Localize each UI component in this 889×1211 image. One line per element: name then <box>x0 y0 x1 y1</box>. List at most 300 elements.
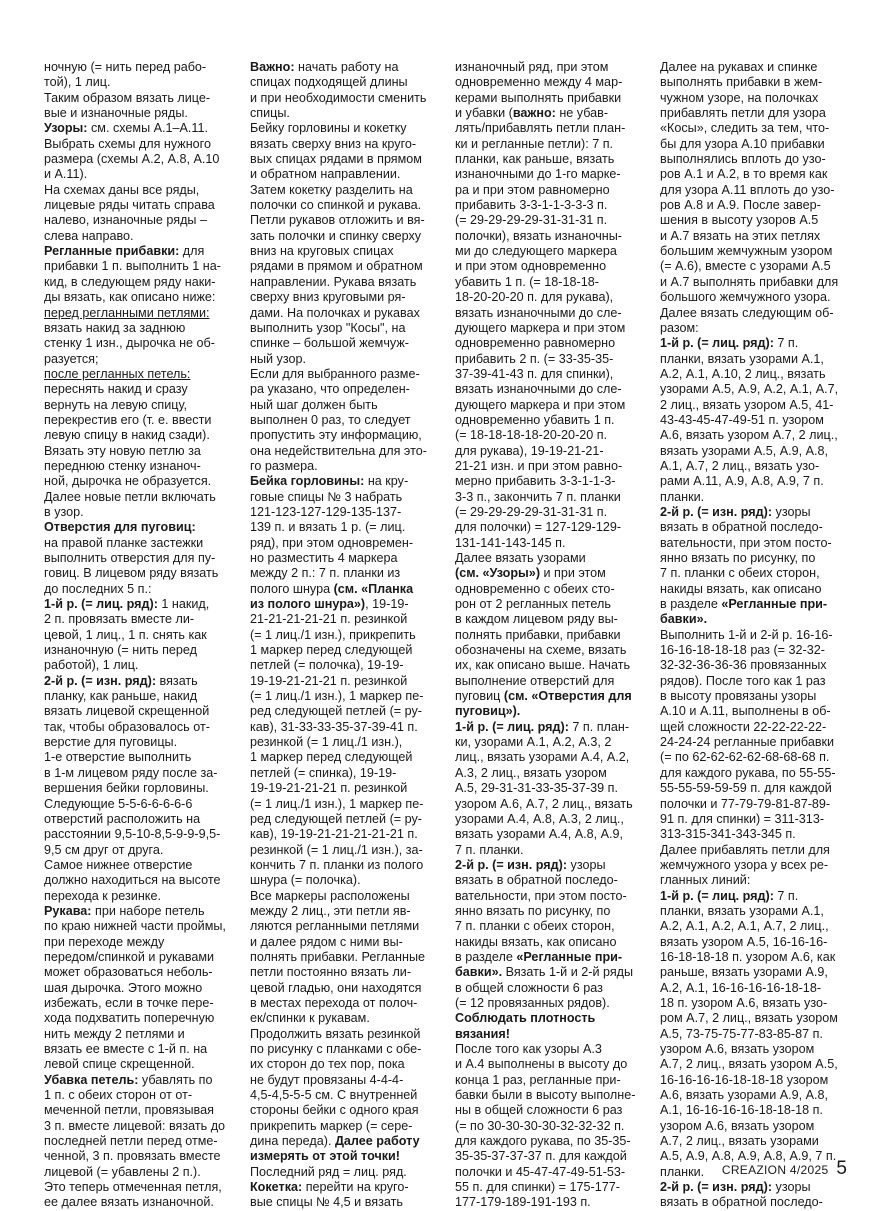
text-run: 7 п. планки с обеих сторон, <box>660 566 820 581</box>
text-line <box>455 505 645 520</box>
magazine-issue: CREAZION 4/2025 <box>721 1163 829 1177</box>
text-run: обозначены на схеме, вязать <box>455 643 627 658</box>
text-line <box>660 950 850 965</box>
text-line <box>250 904 440 919</box>
text-run: цевой гладью, они находятся <box>250 980 422 995</box>
text-line <box>44 1057 230 1072</box>
text-run: выполнить узор "Косы", на <box>250 320 406 335</box>
text-run: (= 1 лиц./1 изн.), прикрепить <box>250 627 416 642</box>
text-line <box>250 75 440 90</box>
text-run: дующего маркера и при этом <box>455 320 626 335</box>
text-run: полнять прибавки, прибавки <box>455 627 621 642</box>
text-line <box>250 520 440 535</box>
bold-text: 2-й р. (= изн. ряд): <box>44 673 157 688</box>
text-run: ки и регланные петли): 7 п. <box>455 136 614 151</box>
text-line <box>44 367 230 382</box>
text-run: А.1, А.7, 2 лиц., вязать узо- <box>660 458 820 473</box>
text-line <box>250 121 440 136</box>
text-run: полого шнура <box>250 581 334 596</box>
text-line <box>250 1180 440 1195</box>
text-run: 55 п. для спинки) = 175-177- <box>455 1180 620 1195</box>
text-line <box>660 198 850 213</box>
text-run: в узор. <box>44 504 84 519</box>
text-run: последней петли перед отме- <box>44 1134 218 1149</box>
text-line <box>44 106 230 121</box>
text-line <box>250 290 440 305</box>
text-run: в разделе <box>455 949 517 964</box>
text-run: 16-16-18-18-18 раз (= 32-32- <box>660 643 825 658</box>
text-run: вниз на круговых спицах <box>250 244 394 259</box>
text-run: жемчужного узора у всех ре- <box>660 857 829 872</box>
text-line <box>250 244 440 259</box>
bold-text: Соблюдать плотность <box>455 1011 596 1026</box>
text-line <box>455 597 645 612</box>
text-line <box>250 1011 440 1026</box>
text-line <box>44 474 230 489</box>
text-run: вязать лицевой скрещенной <box>44 704 210 719</box>
text-run: в 1-м лицевом ряду после за- <box>44 765 218 780</box>
text-line <box>455 827 645 842</box>
text-run: слева направо. <box>44 228 134 243</box>
text-run: петлей (= спинка), 19-19- <box>250 765 397 780</box>
text-line <box>660 597 850 612</box>
text-run: по краю нижней части проймы, <box>44 919 226 934</box>
underlined-text: после регланных петель: <box>44 366 191 381</box>
text-line <box>660 398 850 413</box>
text-run: пуговиц <box>455 689 504 704</box>
text-line <box>44 60 230 75</box>
text-line <box>455 259 645 274</box>
text-line <box>455 1042 645 1057</box>
text-line <box>250 551 440 566</box>
text-run: кончить 7 п. планки из полого <box>250 857 424 872</box>
text-line <box>660 1195 850 1210</box>
text-run: А.5, 29-31-31-33-35-37-39 п. <box>455 781 618 796</box>
text-line <box>660 858 850 873</box>
text-line <box>455 1180 645 1195</box>
text-line <box>455 352 645 367</box>
text-line <box>660 367 850 382</box>
text-run: ред следующей петлей (= ру- <box>250 704 422 719</box>
text-run: разом: <box>660 320 699 335</box>
text-run: 7 п. планки с обеих сторон, <box>455 919 615 934</box>
text-run: прибавить 3-3-1-1-3-3-3 п. <box>455 198 608 213</box>
text-line <box>660 1057 850 1072</box>
text-line <box>660 290 850 305</box>
text-line <box>660 183 850 198</box>
text-line <box>44 229 230 244</box>
text-line <box>250 1165 440 1180</box>
text-line <box>250 1073 440 1088</box>
bold-text: (см. «Узоры») <box>455 566 541 581</box>
text-run: Последний ряд = лиц. ряд. <box>250 1164 407 1179</box>
text-line <box>44 75 230 90</box>
text-run: 19-19-21-21-21 п. резинкой <box>250 673 408 688</box>
text-line <box>44 873 230 888</box>
text-run: и А.7 вязать на этих петлях <box>660 228 821 243</box>
text-run: Выполнить 1-й и 2-й р. 16-16- <box>660 627 833 642</box>
text-run: мерно прибавить 3-3-1-1-3- <box>455 474 616 489</box>
text-run: и А.11). <box>44 167 88 182</box>
text-run: полочки и 45-47-47-49-51-53- <box>455 1164 626 1179</box>
text-run: А.7, 2 лиц., вязать узором А.5, <box>660 1057 838 1072</box>
text-run: ный шаг должен быть <box>250 397 378 412</box>
text-line <box>660 766 850 781</box>
text-run: 4,5-4,5-5-5 см. С внутренней <box>250 1088 418 1103</box>
text-line <box>660 244 850 259</box>
bold-text: Рукава: <box>44 903 92 918</box>
text-line <box>44 275 230 290</box>
text-line <box>660 996 850 1011</box>
text-run: ра указано, что определен- <box>250 382 410 397</box>
text-line <box>455 183 645 198</box>
text-line <box>455 60 645 75</box>
text-run: при переходе между <box>44 934 165 949</box>
text-run: 7 п. <box>773 888 799 903</box>
text-line <box>44 213 230 228</box>
text-line <box>660 1134 850 1149</box>
text-line <box>455 981 645 996</box>
text-run: Бейку горловины и кокетку <box>250 121 407 136</box>
text-line <box>44 582 230 597</box>
text-run: переснять накид и сразу <box>44 382 188 397</box>
text-run: говиц. В лицевом ряду вязать <box>44 566 219 581</box>
text-run: переднюю стенку изнаноч- <box>44 458 201 473</box>
text-run: изнаночный ряд, при этом <box>455 60 609 74</box>
bold-text: пуговиц»). <box>455 704 521 719</box>
text-line <box>250 566 440 581</box>
text-line <box>455 566 645 581</box>
text-line <box>250 352 440 367</box>
bold-text: Важно: <box>250 60 295 74</box>
text-line <box>250 965 440 980</box>
text-run: шая дырочка. Этого можно <box>44 980 203 995</box>
text-line <box>250 704 440 719</box>
text-line <box>44 167 230 182</box>
text-line <box>250 996 440 1011</box>
text-line <box>455 766 645 781</box>
text-line <box>44 1073 230 1088</box>
text-run: отверстий расположить на <box>44 811 201 826</box>
text-run: узоры <box>772 504 811 519</box>
text-line <box>455 950 645 965</box>
text-run: янно вязать по рисунку, по <box>660 551 816 565</box>
text-line <box>660 1103 850 1118</box>
text-line <box>44 382 230 397</box>
text-run: начать работу на <box>294 60 399 74</box>
text-line <box>44 152 230 167</box>
text-line <box>250 152 440 167</box>
text-run: в общей сложности 6 раз <box>455 980 603 995</box>
text-run: Далее вязать узорами <box>455 551 586 565</box>
text-run: 313-315-341-343-345 п. <box>660 827 796 842</box>
text-line <box>455 474 645 489</box>
text-line <box>455 398 645 413</box>
text-line <box>660 306 850 321</box>
text-run: 2 лиц., вязать узором А.5, 41- <box>660 397 834 412</box>
text-run: рядами в прямом и обратном <box>250 259 423 274</box>
text-run: выполнение отверстий для <box>455 673 615 688</box>
page-number: 5 <box>836 1158 847 1179</box>
text-run: прикрепить маркер (= сере- <box>250 1118 413 1133</box>
text-line <box>44 797 230 812</box>
text-line <box>455 889 645 904</box>
text-run: бавки были в высоту выполне- <box>455 1088 636 1103</box>
text-line <box>250 812 440 827</box>
text-run: пропустить эту информацию, <box>250 428 422 443</box>
text-line <box>44 735 230 750</box>
text-line <box>250 306 440 321</box>
text-line <box>44 490 230 505</box>
text-line <box>455 1103 645 1118</box>
text-run: и обратном направлении. <box>250 167 401 182</box>
text-line <box>250 781 440 796</box>
text-line <box>660 1088 850 1103</box>
text-run: 9,5 см друг от друга. <box>44 842 164 857</box>
text-line <box>455 674 645 689</box>
text-run: ром А.7, 2 лиц., вязать узором <box>660 1011 838 1026</box>
text-line <box>44 597 230 612</box>
text-run: петлей (= полочка), 19-19- <box>250 658 404 673</box>
text-run: ров А.1 и А.2, в то время как <box>660 167 828 182</box>
text-line <box>455 490 645 505</box>
text-line <box>44 244 230 259</box>
text-run: расстоянии 9,5-10-8,5-9-9-9,5- <box>44 827 221 842</box>
text-run: работой), 1 лиц. <box>44 658 139 673</box>
text-line <box>250 137 440 152</box>
text-run: ночную (= нить перед рабо- <box>44 60 207 74</box>
text-run: А.6, вязать узором А.7, 2 лиц., <box>660 428 838 443</box>
text-run: Выбрать схемы для нужного <box>44 136 212 151</box>
text-run: перекрестив его (т. е. ввести <box>44 412 212 427</box>
text-run: На схемах даны все ряды, <box>44 182 200 197</box>
text-line <box>455 459 645 474</box>
text-run: рядов). После того как 1 раз <box>660 673 826 688</box>
text-line <box>660 106 850 121</box>
text-line <box>44 658 230 673</box>
text-line <box>44 1011 230 1026</box>
text-line <box>660 121 850 136</box>
text-run: 3 п. вместе лицевой: вязать до <box>44 1118 226 1133</box>
text-line <box>660 935 850 950</box>
text-line <box>455 720 645 735</box>
text-line <box>44 812 230 827</box>
text-line <box>250 459 440 474</box>
text-line <box>44 198 230 213</box>
text-run: вязать сверху вниз на круго- <box>250 136 417 151</box>
text-run: полочки и 77-79-79-81-87-89- <box>660 796 831 811</box>
text-run: прибавить 2 п. (= 33-35-35- <box>455 351 614 366</box>
bold-text: 2-й р. (= изн. ряд): <box>660 1180 773 1195</box>
text-run: 43-43-45-47-49-51 п. узором <box>660 412 824 427</box>
text-run: 37-39-41-43 п. для спинки), <box>455 366 614 381</box>
text-line <box>660 904 850 919</box>
text-run: см. схемы А.1–А.11. <box>87 121 208 136</box>
text-line <box>250 1103 440 1118</box>
text-line <box>455 689 645 704</box>
text-run: 1 накид, <box>157 597 210 612</box>
bold-text: из полого шнура») <box>250 597 366 612</box>
text-line <box>660 735 850 750</box>
text-line <box>660 229 850 244</box>
text-line <box>660 889 850 904</box>
text-line <box>455 812 645 827</box>
text-line <box>660 137 850 152</box>
text-run: (= по 30-30-30-30-32-32-32 п. <box>455 1118 625 1133</box>
text-run: Вязать 1-й и 2-й ряды <box>502 965 634 980</box>
text-run: но разместить 4 маркера <box>250 551 398 565</box>
text-line <box>455 1134 645 1149</box>
text-run: для узора А.11 вплоть до узо- <box>660 182 835 197</box>
text-line <box>455 167 645 182</box>
text-line <box>250 1134 440 1149</box>
text-line <box>660 1011 850 1026</box>
text-line <box>660 628 850 643</box>
text-line <box>660 213 850 228</box>
text-run: Продолжить вязать резинкой <box>250 1026 421 1041</box>
text-run: Следующие 5-5-6-6-6-6-6 <box>44 796 193 811</box>
text-run: кид, в следующем ряду наки- <box>44 274 216 289</box>
text-line <box>44 352 230 367</box>
text-run: говые спицы № 3 набрать <box>250 489 403 504</box>
text-line <box>455 1165 645 1180</box>
text-line <box>44 306 230 321</box>
text-run: выполнялись вплоть до узо- <box>660 152 826 167</box>
text-run: 7 п. план- <box>568 719 630 734</box>
text-line <box>660 720 850 735</box>
text-run: ми до следующего маркера <box>455 244 617 259</box>
text-line <box>660 1027 850 1042</box>
text-line <box>660 658 850 673</box>
text-run: стороны бейки с одного края <box>250 1103 419 1118</box>
text-run: гланных линий: <box>660 873 751 888</box>
text-run: меченной петли, провязывая <box>44 1103 214 1118</box>
text-run: узором А.6, вязать узором <box>660 1118 815 1133</box>
text-line <box>250 336 440 351</box>
text-line <box>455 1149 645 1164</box>
text-run: А.5, А.9, А.8, А.9, А.8, А.9, 7 п. <box>660 1149 837 1164</box>
bold-text: бавки». <box>660 612 708 627</box>
text-run: лять/прибавлять петли план- <box>455 121 626 136</box>
text-line <box>660 674 850 689</box>
text-line <box>250 91 440 106</box>
text-run: 121-123-127-129-135-137- <box>250 504 402 519</box>
text-line <box>250 367 440 382</box>
bold-text: (см. «Отверстия для <box>503 689 632 704</box>
text-run: передом/спинкой и рукавами <box>44 949 215 964</box>
text-line <box>44 889 230 904</box>
text-line <box>455 858 645 873</box>
text-run: прибавлять петли для узора <box>660 106 826 121</box>
text-run: верстие для пуговицы. <box>44 735 178 750</box>
text-line <box>44 689 230 704</box>
text-run: вязать изнаночными до сле- <box>455 382 622 397</box>
text-run: вершения бейки горловины. <box>44 781 209 796</box>
text-line <box>250 198 440 213</box>
bold-text: Отверстия для пуговиц: <box>44 520 196 535</box>
text-run: так, чтобы образовалось от- <box>44 719 210 734</box>
text-run: она недействительна для это- <box>250 443 427 458</box>
text-line <box>660 919 850 934</box>
text-run: планки. <box>660 1164 705 1179</box>
text-run: А.10 и А.11, выполнены в об- <box>660 704 831 719</box>
text-run: вязать узорами А.4, А.8, А.9, <box>455 827 624 842</box>
text-run: Петли рукавов отложить и вя- <box>250 213 425 228</box>
text-line <box>44 766 230 781</box>
text-line <box>250 382 440 397</box>
text-run: 177-179-189-191-193 п. <box>455 1195 591 1210</box>
text-line <box>455 367 645 382</box>
text-run: в разделе <box>660 597 722 612</box>
text-line <box>455 628 645 643</box>
text-line <box>660 704 850 719</box>
text-line <box>455 1088 645 1103</box>
text-run: избежать, если в точке пере- <box>44 995 214 1010</box>
text-run: в каждом лицевом ряду вы- <box>455 612 618 627</box>
text-run: одновременно с обеих сто- <box>455 581 615 596</box>
text-line <box>250 674 440 689</box>
text-run: 91 п. для спинки) = 311-313- <box>660 811 825 826</box>
text-run: выполнен 0 раз, то следует <box>250 412 411 427</box>
text-run: узорами А.4, А.8, А.3, 2 лиц., <box>455 811 624 826</box>
text-line <box>455 582 645 597</box>
text-line <box>250 720 440 735</box>
text-line <box>250 321 440 336</box>
text-run: и далее рядом с ними вы- <box>250 934 403 949</box>
text-line <box>455 306 645 321</box>
text-run: их, как описано выше. Начать <box>455 658 631 673</box>
text-run: 18 п. узором А.6, вязать узо- <box>660 995 828 1010</box>
text-run: изнаночными до 1-го марке- <box>455 167 621 182</box>
text-run: вязать изнаночными до сле- <box>455 305 622 320</box>
text-run: чужном узоре, на полочках <box>660 90 819 105</box>
text-run: ды вязать, как описано ниже: <box>44 290 216 305</box>
text-line <box>455 873 645 888</box>
text-line <box>660 566 850 581</box>
text-line <box>660 536 850 551</box>
text-run: Это теперь отмеченная петля, <box>44 1180 222 1195</box>
text-run: сверху вниз круговыми ря- <box>250 290 406 305</box>
text-line <box>250 827 440 842</box>
text-run: и при этом одновременно <box>455 259 607 274</box>
text-run: (= А.6), вместе с узорами А.5 <box>660 259 831 274</box>
text-run: Затем кокетку разделить на <box>250 182 413 197</box>
text-run: Самое нижнее отверстие <box>44 857 193 872</box>
text-line <box>44 520 230 535</box>
text-run: 21-21-21-21-21 п. резинкой <box>250 612 408 627</box>
text-line <box>44 1119 230 1134</box>
text-line <box>455 750 645 765</box>
text-run: Таким образом вязать лице- <box>44 90 211 105</box>
text-run: вязать в обратной последо- <box>455 873 618 888</box>
text-run: ны в общей сложности 6 раз <box>455 1103 623 1118</box>
text-run: размера (схемы А.2, А.8, А.10 <box>44 152 220 167</box>
text-run: спицы. <box>250 106 290 121</box>
text-line <box>660 474 850 489</box>
text-line <box>455 213 645 228</box>
text-run: А.5, 73-75-75-77-83-85-87 п. <box>660 1026 823 1041</box>
text-line <box>44 137 230 152</box>
text-line <box>455 904 645 919</box>
text-run: планки, как раньше, вязать <box>455 152 615 167</box>
text-run: 21-21 изн. и при этом равно- <box>455 458 623 473</box>
text-line <box>250 950 440 965</box>
text-run: для рукава), 19-19-21-21- <box>455 443 604 458</box>
text-run: перейти на круго- <box>302 1180 409 1195</box>
text-line <box>660 275 850 290</box>
text-run: перехода к резинке. <box>44 888 161 903</box>
text-run: вязать ее вместе с 1-й п. на <box>44 1042 208 1056</box>
